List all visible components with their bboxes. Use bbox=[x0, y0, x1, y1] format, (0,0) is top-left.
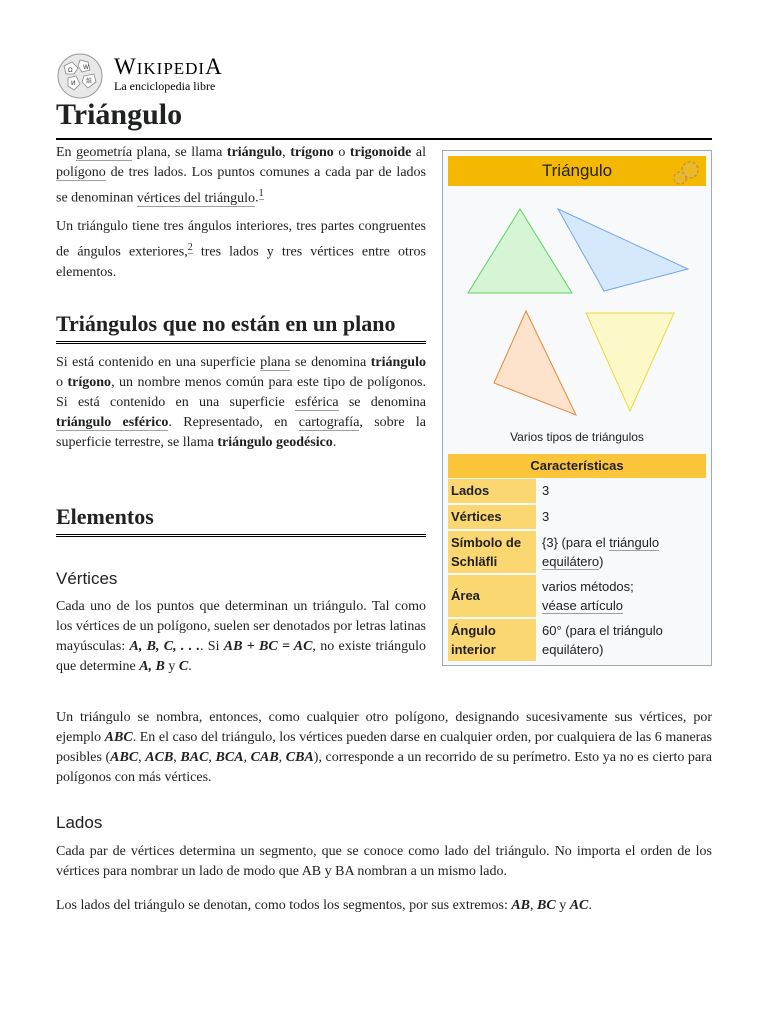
infobox-row-vertices: Vértices 3 bbox=[448, 505, 706, 529]
reference-1[interactable]: 1 bbox=[258, 188, 264, 199]
link-plana[interactable]: plana bbox=[260, 355, 291, 370]
link-triangulo-esferico[interactable]: triángulo esférico bbox=[56, 415, 169, 430]
section-heading-elementos: Elementos bbox=[56, 502, 426, 537]
green-equilateral-triangle bbox=[468, 209, 572, 293]
infobox-row-lados: Lados 3 bbox=[448, 479, 706, 503]
link-vertices-del-triangulo[interactable]: vértices del triángulo bbox=[136, 190, 256, 206]
link-cartografia[interactable]: cartografía bbox=[298, 415, 360, 430]
gears-icon bbox=[670, 158, 704, 186]
infobox-section-header: Características bbox=[448, 454, 706, 478]
intro-paragraph-1: En geometría plana, se llama triángulo, trígono o trigonoide al polígono de tres lados. Los puntos comunes a cada par de lados se denominan vértices del triángulo.$^1$ bbox=[56, 145, 427, 206]
infobox-row-schlafli: Símbolo de Schläfli {3} (para el triángulo equilátero) bbox=[448, 531, 706, 573]
svg-text:W: W bbox=[83, 64, 89, 71]
section-plano-paragraph: Si está contenido en una superficie plana se denomina triángulo o trígono, un nombre menos común para este tipo de polígonos. Si está contenido en una superficie esférica se denomina triángulo esférico. Representado, en cartografía, sobre la superficie terrestre, se llama triángulo geodésico. bbox=[56, 355, 427, 450]
vertices-paragraph-1: Cada uno de los puntos que determinan un triángulo. Tal como los vértices de un polígono, suelen ser denotados por letras latinas mayúsculas: A, B, C, . . .. Si AB + BC = AC, no existe triángulo que determine A, B y C. bbox=[56, 599, 426, 674]
vertices-paragraph-2: Un triángulo se nombra, entonces, como cualquier otro polígono, designando sucesivamente sus vértices, por ejemplo ABC. En el caso del triángulo, los vértices pueden darse en cualquier orden, por cualquiera de las 6 maneras posibles (ABC, ACB, BAC, BCA, CAB, CBA), corresponde a un recorrido de su perímetro. Esto ya no es cierto para polígonos con más vértices. bbox=[56, 710, 713, 785]
yellow-isosceles-triangle bbox=[586, 313, 674, 411]
lados-paragraph-2: Los lados del triángulo se denotan, como todos los segmentos, por sus extremos: AB, BC y AC. bbox=[56, 898, 592, 913]
wikipedia-globe-icon[interactable] bbox=[56, 52, 104, 100]
link-poligono[interactable]: polígono bbox=[56, 165, 106, 180]
infobox bbox=[442, 150, 712, 666]
link-esferica[interactable]: esférica bbox=[295, 395, 339, 410]
svg-text:Ω: Ω bbox=[68, 67, 73, 74]
wikipedia-tagline: La enciclopedia libre bbox=[114, 79, 216, 93]
infobox-caption: Varios tipos de triángulos bbox=[510, 430, 644, 444]
blue-scalene-triangle bbox=[558, 209, 688, 291]
infobox-row-area: Área varios métodos; véase artículo bbox=[448, 575, 706, 617]
intro-paragraph-2: Un triángulo tiene tres ángulos interiores, tres partes congruentes de ángulos exteriores,$^2$ tres lados y tres vértices entre otros elementos. bbox=[56, 219, 426, 280]
reference-2[interactable]: 2 bbox=[187, 242, 193, 253]
section-heading-plano: Triángulos que no están en un plano bbox=[56, 309, 426, 344]
link-vease-articulo[interactable]: véase artículo bbox=[542, 598, 623, 613]
triangles-image bbox=[448, 191, 706, 431]
page-title: Triángulo bbox=[56, 96, 712, 140]
orange-scalene-triangle bbox=[494, 311, 576, 415]
lados-paragraph-1: Cada par de vértices determina un segmento, que se conoce como lado del triángulo. No importa el orden de los vértices para nombrar un lado de modo que AB y BA nombran a un mismo lado. bbox=[56, 844, 712, 879]
subsection-heading-vertices: Vértices bbox=[56, 569, 118, 588]
infobox-row-angulo: Ángulo interior 60° (para el triángulo equilátero) bbox=[448, 619, 706, 661]
link-geometria[interactable]: geometría bbox=[76, 145, 133, 160]
wikipedia-wordmark[interactable]: WIKIPEDIA bbox=[114, 54, 223, 79]
infobox-title: Triángulo bbox=[448, 156, 706, 186]
svg-text:И: И bbox=[71, 80, 76, 87]
link-triangulo-equilatero[interactable]: triángulo equilátero bbox=[542, 535, 660, 569]
subsection-heading-lados: Lados bbox=[56, 813, 103, 832]
svg-text:維: 維 bbox=[86, 78, 93, 85]
